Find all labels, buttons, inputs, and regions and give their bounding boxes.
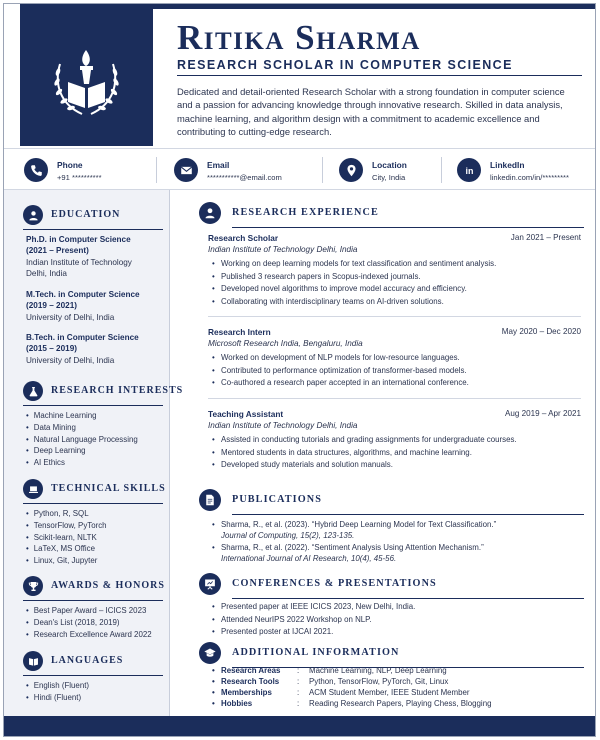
conferences-list [208, 601, 415, 639]
contact-label: LinkedIn [490, 160, 525, 170]
school: University of Delhi, India [26, 312, 115, 322]
list-item: • Mentored students in data structures, algorithms, and machine learning. [212, 447, 581, 460]
list-item: • Dean's List (2018, 2019) [26, 617, 152, 629]
publication-source: Journal of Computing, 15(2), 123-135. [221, 530, 355, 540]
contact-value[interactable]: linkedin.com/in/********* [490, 173, 569, 182]
list-item: • Data Mining [26, 422, 138, 434]
additional-row [212, 699, 572, 710]
colon: : [297, 688, 300, 697]
section-rule [23, 675, 163, 676]
phone-icon [24, 158, 48, 182]
section-rule [23, 600, 163, 601]
book-icon [23, 651, 43, 671]
sidebar [4, 190, 184, 718]
contact-label: Location [372, 160, 407, 170]
candidate-name: Ritika Sharma [177, 18, 421, 57]
section-title: RESEARCH EXPERIENCE [232, 207, 379, 218]
job-org: Indian Institute of Technology Delhi, India [208, 245, 358, 254]
list-item: • Working on deep learning models for text classification and sentiment analysis. [212, 258, 581, 271]
job-entry [208, 327, 581, 390]
list-item: • Worked on development of NLP models for low-resource languages. [212, 352, 581, 365]
contact-label: Phone [57, 160, 83, 170]
education-item [26, 332, 139, 366]
job-divider [208, 398, 581, 399]
list-item: • Best Paper Award – ICICS 2023 [26, 605, 152, 617]
awards-list [26, 605, 152, 640]
location-icon [339, 158, 363, 182]
additional-row [212, 666, 572, 677]
list-item: • Developed novel algorithms to improve model accuracy and efficiency. [212, 283, 581, 296]
list-item: • Machine Learning [26, 410, 138, 422]
contact-bar [4, 148, 595, 190]
list-item: • Python, R, SQL [26, 508, 107, 520]
section-title: RESEARCH INTERESTS [51, 385, 184, 396]
skills-list [26, 508, 107, 567]
role-divider [177, 75, 582, 76]
languages-list [26, 680, 89, 704]
additional-key: • Hobbies [212, 699, 252, 708]
education-section [20, 204, 166, 365]
email-icon [174, 158, 198, 182]
additional-value: Machine Learning, NLP, Deep Learning [309, 666, 447, 675]
degree-years: (2019 – 2021) [26, 301, 77, 311]
job-bullets [208, 352, 581, 390]
logo-panel [20, 4, 153, 146]
document-icon [199, 489, 221, 511]
contact-divider [441, 157, 442, 183]
presentation-icon [199, 573, 221, 595]
trophy-icon [23, 576, 43, 596]
job-entry [208, 409, 581, 472]
conferences-section [199, 572, 584, 637]
section-rule [23, 229, 163, 230]
list-item: • Assisted in conducting tutorials and grading assignments for undergraduate courses. [212, 434, 581, 447]
contact-divider [322, 157, 323, 183]
job-org: Microsoft Research India, Bengaluru, India [208, 339, 363, 348]
colon: : [297, 666, 300, 675]
list-item: • Presented poster at IJCAI 2021. [212, 626, 415, 639]
list-item: • Contributed to performance optimization of transformer-based models. [212, 365, 581, 378]
section-rule [232, 598, 584, 599]
colon: : [297, 677, 300, 686]
additional-key: • Memberships [212, 688, 272, 697]
degree-years: (2021 – Present) [26, 246, 89, 256]
contact-value[interactable]: ***********@email.com [207, 173, 282, 182]
section-title: AWARDS & HONORS [51, 580, 165, 591]
footer-band [4, 716, 595, 736]
contact-label: Email [207, 160, 230, 170]
job-divider [208, 316, 581, 317]
awards-section [20, 575, 166, 639]
additional-row [212, 688, 572, 699]
svg-text:in: in [465, 165, 473, 176]
list-item: • Published 3 research papers in Scopus-indexed journals. [212, 271, 581, 284]
section-title: TECHNICAL SKILLS [51, 483, 166, 494]
job-date: Aug 2019 – Apr 2021 [504, 409, 581, 418]
publication-item [212, 520, 577, 541]
list-item: • Presented paper at IEEE ICICS 2023, New Delhi, India. [212, 601, 415, 614]
linkedin-icon [457, 158, 481, 182]
job-bullets [208, 434, 581, 472]
publication-source: International Journal of AI Research, 10(4), 45-56. [221, 553, 397, 563]
resume-page [3, 3, 596, 737]
degree: M.Tech. in Computer Science [26, 290, 140, 299]
section-title: LANGUAGES [51, 655, 124, 666]
section-title: CONFERENCES & PRESENTATIONS [232, 578, 437, 589]
list-item: • Hindi (Fluent) [26, 692, 89, 704]
list-item: • Linux, Git, Jupyter [26, 555, 107, 567]
laptop-icon [23, 479, 43, 499]
list-item: • Scikit-learn, NLTK [26, 532, 107, 544]
publication-item [212, 543, 577, 564]
job-date: May 2020 – Dec 2020 [501, 327, 581, 336]
list-item: • LaTeX, MS Office [26, 543, 107, 555]
list-item: • Collaborating with interdisciplinary teams on AI-driven solutions. [212, 296, 581, 309]
colon: : [297, 699, 300, 708]
contact-value: +91 ********** [57, 173, 102, 182]
education-item [26, 289, 140, 323]
interests-list [26, 410, 138, 469]
section-rule [23, 503, 163, 504]
graduate-icon [23, 205, 43, 225]
education-item [26, 234, 132, 279]
job-entry [208, 233, 581, 309]
degree: Ph.D. in Computer Science [26, 235, 131, 244]
experience-section [199, 201, 584, 470]
interests-section [20, 380, 184, 468]
job-title: Research Scholar [208, 233, 279, 243]
job-title: Research Intern [208, 327, 271, 337]
additional-key: • Research Tools [212, 677, 279, 686]
job-org: Indian Institute of Technology Delhi, India [208, 421, 358, 430]
list-item: • TensorFlow, PyTorch [26, 520, 107, 532]
school-place: Delhi, India [26, 268, 67, 278]
candidate-role: RESEARCH SCHOLAR IN COMPUTER SCIENCE [177, 58, 513, 72]
list-item: • AI Ethics [26, 457, 138, 469]
degree-years: (2015 – 2019) [26, 344, 77, 354]
section-rule [232, 227, 584, 228]
publication-citation: • Sharma, R., et al. (2023). “Hybrid Deep Learning Model for Text Classification.” [221, 520, 497, 529]
graduation-cap-icon [199, 642, 221, 664]
contact-divider [156, 157, 157, 183]
job-title: Teaching Assistant [208, 409, 284, 419]
additional-value: Python, TensorFlow, PyTorch, Git, Linux [309, 677, 449, 686]
job-date: Jan 2021 – Present [510, 233, 581, 242]
additional-value: Reading Research Papers, Playing Chess, Blogging [309, 699, 492, 708]
school: Indian Institute of Technology [26, 257, 132, 267]
torch-book-logo-icon [20, 4, 153, 146]
job-bullets [208, 258, 581, 309]
publication-citation: • Sharma, R., et al. (2022). “Sentiment Analysis Using Attention Mechanism.” [221, 543, 484, 552]
header-top-rule [153, 4, 595, 9]
list-item: • Developed study materials and solution manuals. [212, 459, 581, 472]
additional-value: ACM Student Member, IEEE Student Member [309, 688, 470, 697]
section-rule [23, 405, 163, 406]
flask-icon [23, 381, 43, 401]
person-icon [199, 202, 221, 224]
additional-key: • Research Areas [212, 666, 280, 675]
list-item: • Co-authored a research paper accepted in an international conference. [212, 377, 581, 390]
contact-value: City, India [372, 173, 406, 182]
list-item: • Research Excellence Award 2022 [26, 629, 152, 641]
section-title: PUBLICATIONS [232, 494, 322, 505]
section-title: EDUCATION [51, 209, 121, 220]
list-item: • Attended NeurIPS 2022 Workshop on NLP. [212, 614, 415, 627]
profile-summary: Dedicated and detail-oriented Research Scholar with a strong foundation in computer science and a passion for advancing knowledge through innovative research. Skilled in data analysis, machine learning, and algorithm design with a commitment to academic excellence and contributing to cutting-edge research. [177, 86, 565, 137]
section-title: ADDITIONAL INFORMATION [232, 647, 400, 658]
skills-section [20, 478, 166, 566]
additional-info-section [199, 641, 584, 708]
section-rule [232, 514, 584, 515]
additional-row [212, 677, 572, 688]
list-item: • Natural Language Processing [26, 434, 138, 446]
degree: B.Tech. in Computer Science [26, 333, 139, 342]
school: University of Delhi, India [26, 355, 115, 365]
list-item: • Deep Learning [26, 445, 138, 457]
languages-section [20, 650, 166, 702]
publications-section [199, 488, 584, 563]
list-item: • English (Fluent) [26, 680, 89, 692]
